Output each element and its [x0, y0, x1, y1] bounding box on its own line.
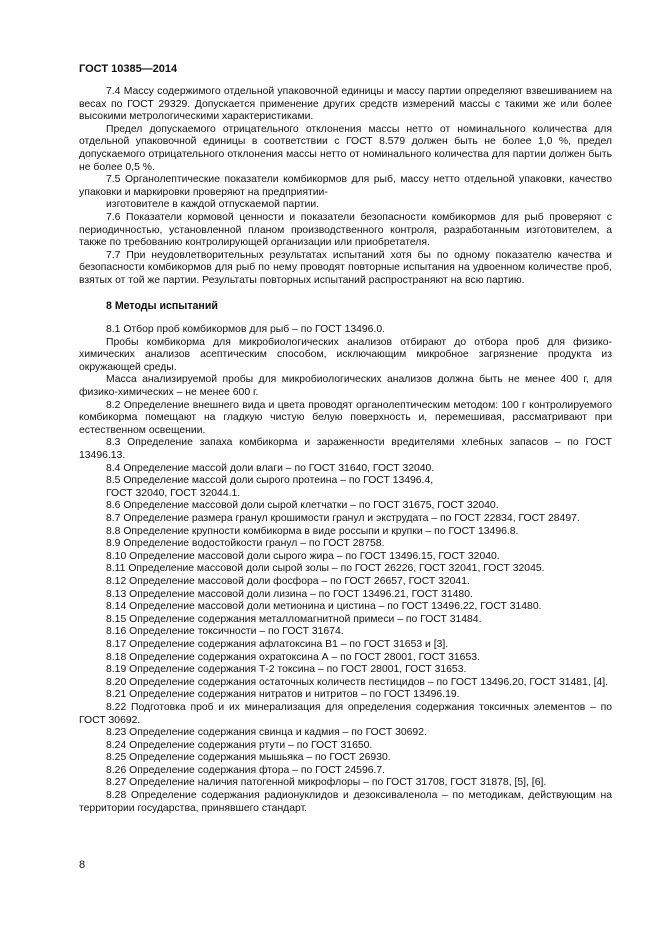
section-7 — [79, 86, 612, 288]
paragraph: 8.7 Определение размера гранул крошимости гранул и экструдата – по ГОСТ 22834, ГОСТ 28497. — [106, 513, 580, 524]
section-8 — [79, 324, 612, 815]
paragraph: Предел допускаемого отрицательного отклонения массы нетто от номинального количества для отдельной упаковочной единицы в соответствии с ГОСТ 8.579 должен быть не более 1,0 %, предел допускаемого отрицательного отклонения массы нетто от номинального количества для партии должен быть не более 0,5 %. — [79, 123, 612, 173]
paragraph: 7.4 Массу содержимого отдельной упаковочной единицы и массу партии определяют взвешиванием на весах по ГОСТ 29329. Допускается применение других средств измерений массы с такими же или более высокими метрологическими характеристиками. — [79, 86, 612, 123]
paragraph: 8.2 Определение внешнего вида и цвета проводят органолептическим методом: 100 г контролируемого комбикорма помещают на гладкую чистую белую поверхность и, перемешивая, рассматривают при естественном освещении. — [79, 399, 612, 436]
paragraph: 8.18 Определение содержания охратоксина А – по ГОСТ 28001, ГОСТ 31653. — [106, 651, 480, 663]
paragraph: 8.17 Определение содержания афлатоксина В1 – по ГОСТ 31653 и [3]. — [106, 638, 449, 650]
document-header: ГОСТ 10385—2014 — [79, 63, 178, 75]
paragraph: 8.11 Определение массовой доли сырой золы – по ГОСТ 26226, ГОСТ 32041, ГОСТ 32045. — [106, 563, 545, 575]
page-number: 8 — [79, 859, 86, 871]
paragraph: изготовителе в каждой отпускаемой партии. — [106, 199, 320, 211]
paragraph: 8.24 Определение содержания ртути – по ГОСТ 31650. — [106, 739, 373, 751]
paragraph: 8.19 Определение содержания Т-2 токсина – по ГОСТ 28001, ГОСТ 31653. — [106, 664, 467, 676]
paragraph: Пробы комбикорма для микробиологических анализов отбирают до отбора проб для физико-химических анализов асептическим способом, исключающим микробное загрязнение продукта из окружающей среды. — [79, 336, 612, 373]
paragraph: 8.16 Определение токсичности – по ГОСТ 31674. — [106, 626, 344, 638]
paragraph: 8.23 Определение содержания свинца и кадмия – по ГОСТ 30692. — [106, 727, 427, 739]
paragraph: 8.25 Определение содержания мышьяка – по ГОСТ 26930. — [106, 752, 391, 764]
paragraph: 8.13 Определение массовой доли лизина – по ГОСТ 13496.21, ГОСТ 31480. — [106, 588, 473, 600]
paragraph: 8.21 Определение содержания нитратов и нитритов – по ГОСТ 13496.19. — [106, 689, 460, 701]
paragraph: 8.15 Определение содержания металломагнитной примеси – по ГОСТ 31484. — [106, 613, 482, 625]
paragraph: Масса анализируемой пробы для микробиологических анализов должна быть не менее 400 г, для физико-химических – не менее 600 г. — [79, 374, 612, 399]
paragraph: 8.5 Определение массой доли сырого протеина – по ГОСТ 13496.4, — [106, 475, 434, 487]
paragraph: 8.6 Определение массовой доли сырой клетчатки – по ГОСТ 31675, ГОСТ 32040. — [106, 500, 499, 512]
paragraph: ГОСТ 32040, ГОСТ 32044.1. — [106, 487, 241, 499]
paragraph: 8.12 Определение массовой доли фосфора – по ГОСТ 26657, ГОСТ 32041. — [106, 575, 470, 587]
paragraph: 8.28 Определение содержания радионуклидов и дезоксиваленола – по методикам, действующим на территории государства, принявшего стандарт. — [79, 790, 612, 814]
paragraph: 7.6 Показатели кормовой ценности и показатели безопасности комбикормов для рыб проверяют с периодичностью, установленной планом производственного контроля, разработанным изготовителем, а также по требованию контролирующей организации или приобретателя. — [79, 211, 612, 249]
paragraph: 8.9 Определение водостойкости гранул – по ГОСТ 28758. — [106, 538, 385, 550]
paragraph: 8.10 Определение массовой доли сырого жира – по ГОСТ 13496.15, ГОСТ 32040. — [106, 550, 500, 562]
paragraph: 8.8 Определение крупности комбикорма в виде россыпи и крупки – по ГОСТ 13496.8. — [106, 525, 519, 537]
paragraph: 8.4 Определение массой доли влаги – по ГОСТ 31640, ГОСТ 32040. — [106, 462, 435, 474]
paragraph: 8.27 Определение наличия патогенной микрофлоры – по ГОСТ 31708, ГОСТ 31878, [5], [6]. — [106, 777, 547, 789]
paragraph: 8.20 Определение содержания остаточных количеств пестицидов – по ГОСТ 13496.20, ГОСТ 31481, [4]. — [106, 676, 609, 688]
paragraph: 8.3 Определение запаха комбикорма и зараженности вредителями хлебных запасов – по ГОСТ 13496.13. — [79, 437, 612, 462]
document-body — [79, 86, 612, 815]
paragraph: 8.26 Определение содержания фтора – по ГОСТ 24596.7. — [106, 764, 386, 776]
paragraph: 7.7 При неудовлетворительных результатах испытаний хотя бы по одному показателю качества и безопасности комбикормов для рыб по нему проводят повторные испытания на удвоенном количестве проб, взятых от той же партии. Результаты повторных испытаний распространяют на всю партию. — [79, 249, 612, 286]
section-heading: 8 Методы испытаний — [106, 299, 218, 312]
paragraph: 7.5 Органолептические показатели комбикормов для рыб, массу нетто отдельной упаковки, качество упаковки и маркировки проверяют на предприятии- — [79, 174, 612, 198]
paragraph: 8.1 Отбор проб комбикормов для рыб – по ГОСТ 13496.0. — [106, 324, 386, 336]
paragraph: 8.22 Подготовка проб и их минерализация для определения содержания токсичных элементов – по ГОСТ 30692. — [79, 701, 612, 726]
paragraph: 8.14 Определение массовой доли метионина и цистина – по ГОСТ 13496.22, ГОСТ 31480. — [106, 601, 542, 613]
